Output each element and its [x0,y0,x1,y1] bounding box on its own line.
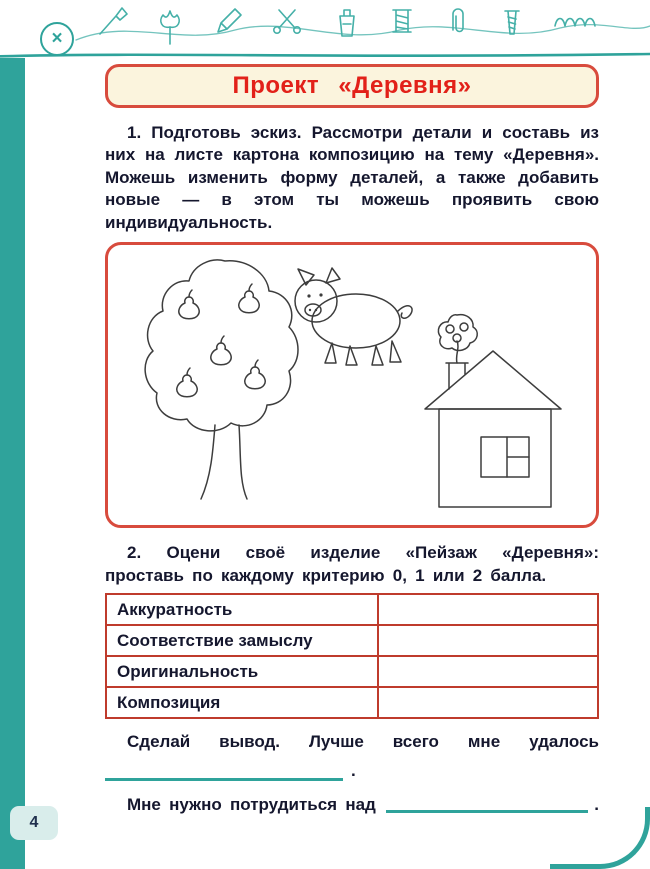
score-cell[interactable] [379,657,597,686]
paintbrush-icon [100,8,127,34]
table-row [107,655,597,686]
page-content [105,64,599,815]
criterion-label: Оригинальность [107,657,379,686]
task1-paragraph [105,122,599,234]
conclusion-sentence: Сделай вывод. Лучше всего мне удалось [127,732,599,752]
page-title-text: Проект «Деревня» [232,72,472,99]
header-band [0,0,650,58]
apple-sapling [438,315,477,363]
period: . [351,760,356,780]
answer-blank-2[interactable] [386,792,588,813]
page-title [105,64,599,108]
header-doodles [0,0,650,58]
score-cell[interactable] [379,688,597,717]
screw-icon [505,11,519,34]
answer-blank-row [105,760,599,786]
scissors-icon [274,10,300,33]
criterion-label: Соответствие замыслу [107,626,379,655]
village-illustration [108,245,596,525]
page-number: 4 [10,806,58,840]
paint-tube-icon [340,10,354,36]
thread-spool-icon [393,10,411,32]
score-cell[interactable] [379,595,597,624]
left-border-strip [0,54,25,869]
close-button[interactable]: × [40,22,74,56]
table-row [107,686,597,717]
task1-text: Подготовь эскиз. Рассмотри детали и составь из них на листе картона композицию на тему «Деревня». Можешь изменить форму деталей, а также добавить новые — в этом ты можешь проявить свою индивидуальность. [105,123,599,232]
task1-number: 1. [127,123,142,142]
criterion-label: Аккуратность [107,595,379,624]
illustration-frame [105,242,599,528]
pencil-icon [218,9,241,32]
period: . [594,794,599,814]
conclusion-sentence-2: Мне нужно потрудиться над [127,794,376,814]
task2-text: Оцени своё изделие «Пейзаж «Деревня»: проставь по каждому критерию 0, 1 или 2 балла. [105,543,599,585]
criteria-table [105,593,599,719]
pig [295,268,412,365]
leaf-icon [161,11,179,44]
pear-tree [145,260,298,499]
task2-paragraph [105,542,599,587]
house [425,351,561,507]
task2-number: 2. [127,543,142,563]
table-row [107,624,597,655]
criterion-label: Композиция [107,688,379,717]
score-cell[interactable] [379,626,597,655]
answer-blank-1[interactable] [105,760,343,781]
second-conclusion-row [105,792,599,815]
corner-decoration [550,807,650,869]
table-row [107,595,597,624]
